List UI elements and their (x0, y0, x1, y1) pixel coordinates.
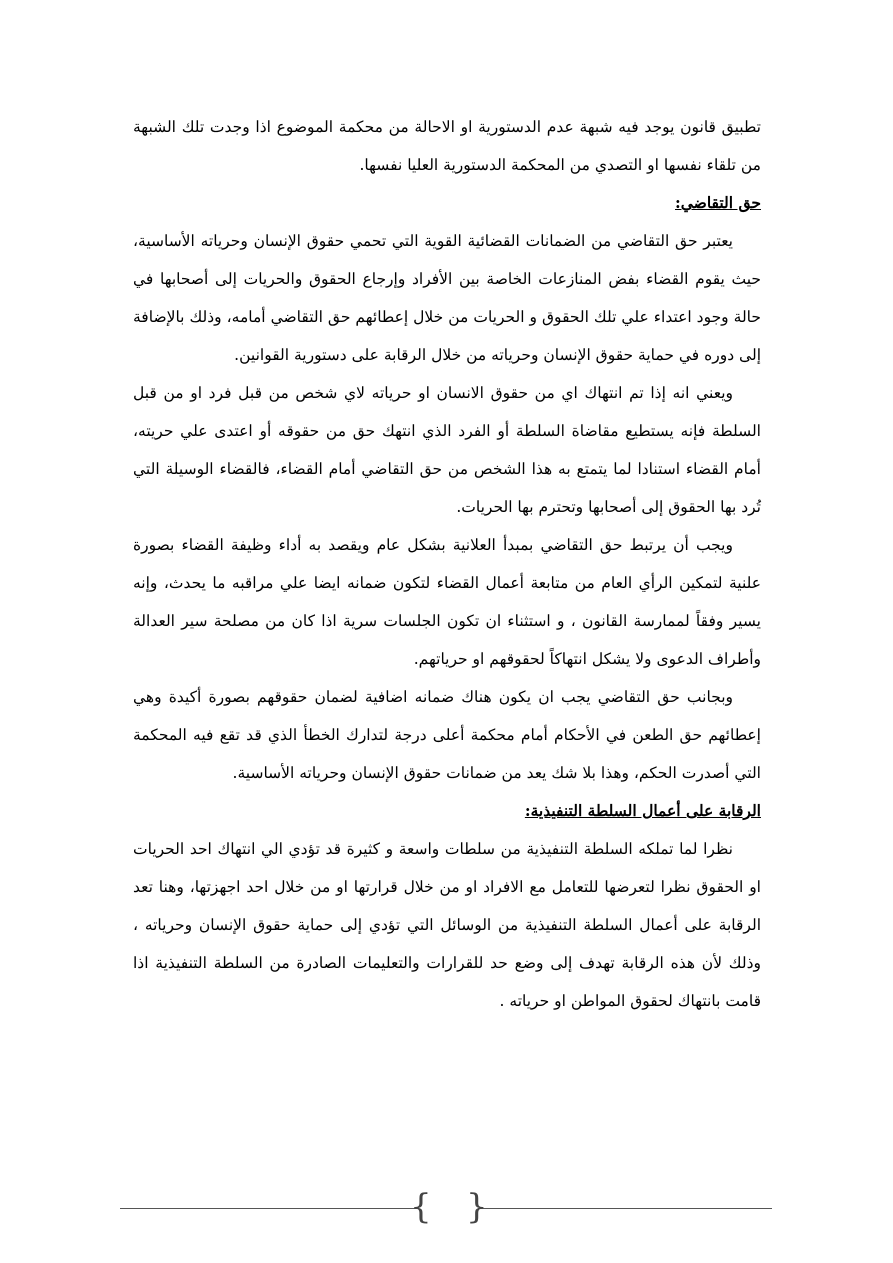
footer-bracket-right: } (466, 1187, 488, 1227)
paragraph: يعتبر حق التقاضي من الضمانات القضائية القوية التي تحمي حقوق الإنسان وحرياته الأساسية، حيث يقوم القضاء بفض المنازعات الخاصة بين الأفراد وإرجاع الحقوق والحريات إلى أصحابها في حالة وجود اعتداء علي تلك الحقوق و الحريات من خلال إعطائهم حق التقاضي أمامه، وذلك بالإضافة إلى دوره في حماية حقوق الإنسان وحرياته من خلال الرقابة على دستورية القوانين. (133, 232, 761, 364)
footer-rule-left (120, 1208, 418, 1209)
footer-rule-right (478, 1208, 772, 1209)
footer-bracket-left: { (410, 1187, 432, 1227)
paragraph: وبجانب حق التقاضي يجب ان يكون هناك ضمانه اضافية لضمان حقوقهم بصورة أكيدة وهي إعطائهم حق الطعن في الأحكام أمام محكمة أعلى درجة لتدارك الخطأ الذي قد تقع فيه المحكمة التي أصدرت الحكم، وهذا بلا شك يعد من ضمانات حقوق الإنسان وحرياته الأساسية. (133, 688, 761, 782)
section-heading-executive-oversight: الرقابة على أعمال السلطة التنفيذية: (524, 801, 761, 820)
paragraph-continuation: تطبيق قانون يوجد فيه شبهة عدم الدستورية او الاحالة من محكمة الموضوع اذا وجدت تلك الشبهة من تلقاء نفسها او التصدي من المحكمة الدستورية العليا نفسها. (133, 118, 761, 174)
paragraph: ويجب أن يرتبط حق التقاضي بمبدأ العلانية بشكل عام ويقصد به أداء وظيفة القضاء بصورة علنية لتمكين الرأي العام من متابعة أعمال القضاء لتكون ضمانه ايضا علي مراقبه ما يحدث، وإنه يسير وفقاً لممارسة القانون ، و استثناء ان تكون الجلسات سرية اذا كان من مصلحة سير العدالة وأطراف الدعوى ولا يشكل انتهاكاً لحقوقهم او حرياتهم. (133, 536, 761, 668)
paragraph: نظرا لما تملكه السلطة التنفيذية من سلطات واسعة و كثيرة قد تؤدي الي انتهاك احد الحريات او الحقوق نظرا لتعرضها للتعامل مع الافراد او من خلال قرارتها او من خلال احد اجهزتها، وهنا تعد الرقابة على أعمال السلطة التنفيذية من الوسائل التي تؤدي إلى حماية حقوق الإنسان وحرياته ، وذلك لأن هذه الرقابة تهدف إلى وضع حد للقرارات والتعليمات الصادرة من السلطة التنفيذية اذا قامت بانتهاك لحقوق المواطن او حرياته . (133, 840, 761, 1010)
paragraph: ويعني انه إذا تم انتهاك اي من حقوق الانسان او حرياته لاي شخص من قبل فرد او من قبل السلطة فإنه يستطيع مقاضاة السلطة أو الفرد الذي انتهك حق من حقوقه أو اعتدى علي حريته، أمام القضاء استنادا لما يتمتع به هذا الشخص من حق التقاضي أمام القضاء، فالقضاء الوسيلة التي تُرد بها الحقوق إلى أصحابها وتحترم بها الحريات. (133, 384, 761, 516)
section-heading-right-to-litigation: حق التقاضي: (675, 193, 761, 212)
document-body (133, 108, 761, 1020)
